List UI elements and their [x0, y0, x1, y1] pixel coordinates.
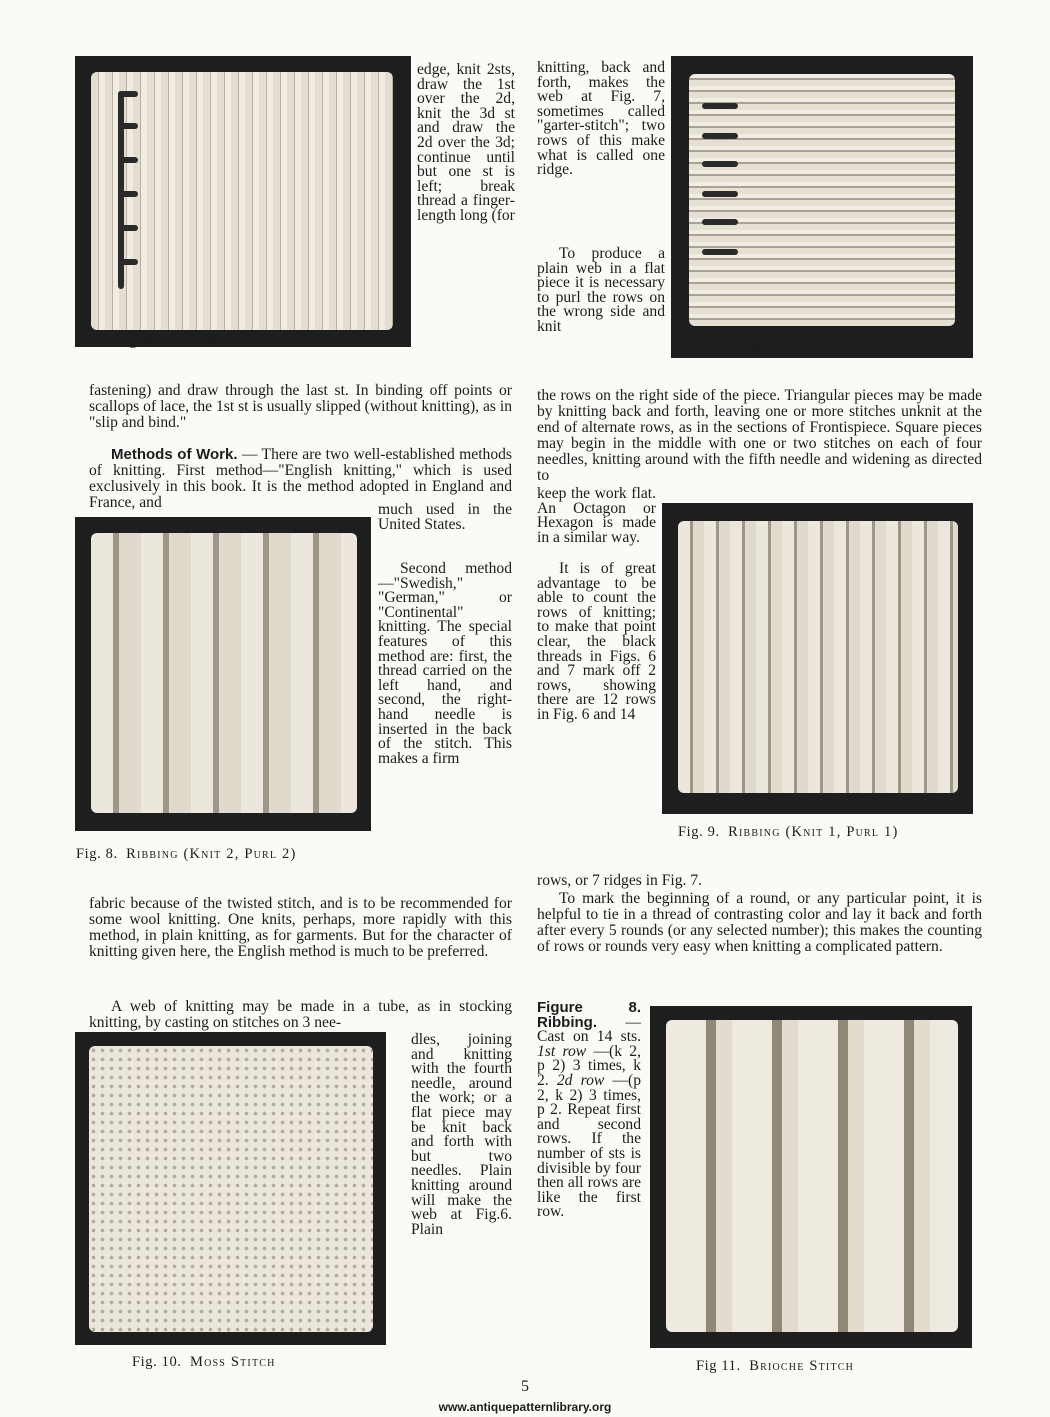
caption-fig-8: Fig. 8. Ribbing (Knit 2, Purl 2) [76, 846, 297, 862]
row-marker-threads [75, 56, 411, 347]
caption-fig-11: Fig 11. Brioche Stitch [696, 1358, 855, 1374]
row-marker-threads [671, 56, 973, 358]
footer-url: www.antiquepatternlibrary.org [438, 1400, 612, 1414]
rib-swatch [678, 521, 958, 793]
page-number: 5 [521, 1378, 529, 1395]
text-methods-of-work: Methods of Work. — There are two well-established methods of knitting. First method—"English knitting," which is used exclusively in this book. It is the method adopted in England and France, and [89, 445, 512, 511]
caption-fig-7: Fig. 7. Garter Stitch [740, 336, 890, 352]
text-fabric-paragraph: fabric because of the twisted stitch, and is to be recommended for some wool knitting. One knits, perhaps, more rapidly with this method, in plain knitting, as for garments. But for the character of knitting given here, the English method is much to be preferred. [89, 894, 512, 960]
text-col-a1: edge, knit 2sts, draw the 1st over the 2d, knit the 3d st and draw the 2d over the 3d; continue until but one st is left; break thread a finger-length long (for [417, 61, 515, 224]
moss-swatch [89, 1046, 373, 1332]
text-col-a4: dles, joining and knitting with the fourth needle, around the work; or a flat piece may be knit back and forth with but two needles. Plain knitting around will make the web at Fig.6. Plain [411, 1031, 512, 1238]
figure-11-brioche-stitch [650, 1006, 972, 1348]
text-col-b1: knitting, back and forth, makes the web at Fig. 7, sometimes called "garter-stitch"; two rows of this make what is called one ridge. [537, 59, 665, 179]
text-col-b2: To produce a plain web in a flat piece it is necessary to purl the rows on the wrong side and knit [537, 245, 665, 335]
figure-8-ribbing-k2p2 [75, 517, 371, 831]
text-col-a2: much used in the United States. [378, 501, 512, 533]
text-col-b4: It is of great advantage to be able to count the rows of knitting; to make that point clear, the black threads in Figs. 6 and 7 mark off 2 rows, showing there are 12 rows in Fig. 6 and 14 [537, 560, 656, 723]
caption-fig-10: Fig. 10. Moss Stitch [132, 1354, 276, 1370]
text-fastening-paragraph: fastening) and draw through the last st. In binding off points or scallops of lace, the 1st st is usually slipped (without knitting), as in "slip and bind." [89, 381, 512, 431]
figure-6-plain-knitting [75, 56, 411, 347]
figure-7-garter-stitch [671, 56, 973, 358]
brioche-swatch [666, 1020, 958, 1332]
text-mark-round-paragraph: To mark the beginning of a round, or any particular point, it is helpful to tie in a thread of contrasting color and lay it back and forth after every 5 rounds (or any selected number); this makes the counting of rows or rounds very easy when knitting a complicated pattern. [537, 889, 982, 955]
text-ridges-line: rows, or 7 ridges in Fig. 7. [537, 871, 703, 889]
rib-swatch [91, 533, 357, 813]
caption-fig-6: Fig. 6. Plain Knitting [116, 333, 270, 349]
figure-10-moss-stitch [75, 1032, 386, 1345]
text-web-paragraph: A web of knitting may be made in a tube, as in stocking knitting, by casting on stitches on 3 nee- [89, 997, 512, 1031]
methods-heading: Methods of Work. [111, 445, 238, 463]
text-triangular-paragraph: the rows on the right side of the piece. Triangular pieces may be made by knitting back and forth, leaving one or more stitches unknit at the end of alternate rows, as in the sections of Frontispiece. Square pieces may begin in the middle with one or two stitches on each of four needles, knitting around with the fifth needle and widening as directed to [537, 386, 982, 484]
caption-fig-9: Fig. 9. Ribbing (Knit 1, Purl 1) [678, 824, 899, 840]
text-figure-8-instructions: Figure 8. Ribbing. — Cast on 14 sts. 1st row —(k 2, p 2) 3 times, k 2. 2d row —(p 2, k 2) 3 times, p 2. Repeat first and second rows. If the number of sts is divisible by four then all rows are like the first row. [537, 999, 642, 1221]
text-col-a3: Second method—"Swedish," "German," or "Continental" knitting. The special features of this method are: first, the thread carried on the left hand, and second, the right-hand needle is inserted in the back of the stitch. This makes a firm [378, 560, 512, 767]
text-col-b3: keep the work flat. An Octagon or Hexagon is made in a similar way. [537, 485, 656, 546]
figure-8-heading: Figure 8. Ribbing. [537, 999, 641, 1031]
figure-9-ribbing-k1p1 [662, 503, 973, 814]
